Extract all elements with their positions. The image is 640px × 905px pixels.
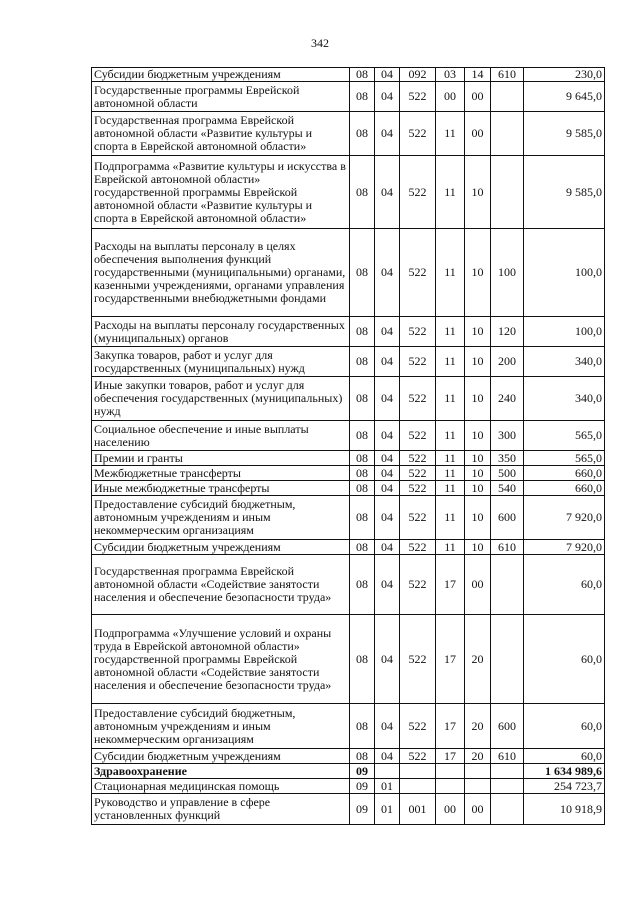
row-name: Предоставление субсидий бюджетным, автономным учреждениям и иным некоммерческим организациям: [92, 704, 350, 749]
target-article-code-3: 10: [465, 347, 491, 377]
target-article-code-3: 00: [465, 112, 491, 156]
target-article-code-3: 10: [465, 317, 491, 347]
target-article-code-2: 11: [436, 540, 465, 555]
amount: 340,0: [524, 347, 605, 377]
table-row: [92, 540, 605, 555]
table-row: [92, 156, 605, 229]
target-article-code-3: 10: [465, 481, 491, 496]
target-article-code-2: 17: [436, 704, 465, 749]
table-row: [92, 764, 605, 779]
target-article-code-2: 11: [436, 496, 465, 540]
table-row: [92, 555, 605, 615]
amount: 565,0: [524, 421, 605, 451]
target-article-code-3: 00: [465, 82, 491, 112]
target-article-code-3: 10: [465, 540, 491, 555]
amount: 254 723,7: [524, 779, 605, 794]
subsection-code: 04: [375, 615, 400, 704]
expense-type-code: [491, 555, 524, 615]
section-code: 08: [350, 229, 375, 317]
row-name: Субсидии бюджетным учреждениям: [92, 540, 350, 555]
expense-type-code: 610: [491, 68, 524, 82]
expense-type-code: 540: [491, 481, 524, 496]
target-article-code-3: 00: [465, 794, 491, 825]
row-name: Государственная программа Еврейской автономной области «Развитие культуры и спорта в Еврейской автономной области»: [92, 112, 350, 156]
section-code: 08: [350, 481, 375, 496]
target-article-code-3: 20: [465, 615, 491, 704]
table-row: [92, 704, 605, 749]
subsection-code: 04: [375, 347, 400, 377]
section-code: 08: [350, 112, 375, 156]
section-code: 08: [350, 749, 375, 764]
target-article-code-2: 11: [436, 317, 465, 347]
subsection-code: 04: [375, 229, 400, 317]
table-row: [92, 421, 605, 451]
target-article-code-2: 11: [436, 156, 465, 229]
section-code: 08: [350, 615, 375, 704]
row-name: Расходы на выплаты персоналу государственных (муниципальных) органов: [92, 317, 350, 347]
expense-type-code: 120: [491, 317, 524, 347]
amount: 10 918,9: [524, 794, 605, 825]
row-name: Субсидии бюджетным учреждениям: [92, 749, 350, 764]
expense-type-code: 600: [491, 704, 524, 749]
target-article-code-2: 17: [436, 555, 465, 615]
section-code: 08: [350, 540, 375, 555]
section-code: 08: [350, 68, 375, 82]
section-code: 08: [350, 466, 375, 481]
amount: 9 585,0: [524, 156, 605, 229]
amount: 60,0: [524, 555, 605, 615]
subsection-code: 04: [375, 451, 400, 466]
table-row: [92, 112, 605, 156]
target-article-code-3: 10: [465, 466, 491, 481]
subsection-code: 04: [375, 481, 400, 496]
table-row: [92, 466, 605, 481]
target-article-code-2: 11: [436, 451, 465, 466]
amount: 60,0: [524, 704, 605, 749]
target-article-code-3: 00: [465, 555, 491, 615]
subsection-code: 04: [375, 704, 400, 749]
expense-type-code: [491, 82, 524, 112]
row-name: Социальное обеспечение и иные выплаты населению: [92, 421, 350, 451]
table-row: [92, 317, 605, 347]
target-article-code-3: [465, 779, 491, 794]
target-article-code-1: 522: [400, 496, 436, 540]
table-row: [92, 615, 605, 704]
section-code: 09: [350, 764, 375, 779]
section-code: 08: [350, 347, 375, 377]
expense-type-code: 100: [491, 229, 524, 317]
row-name: Межбюджетные трансферты: [92, 466, 350, 481]
target-article-code-2: 11: [436, 112, 465, 156]
row-name: Иные закупки товаров, работ и услуг для обеспечения государственных (муниципальных) нужд: [92, 377, 350, 421]
target-article-code-2: 17: [436, 615, 465, 704]
subsection-code: 04: [375, 466, 400, 481]
table-row: [92, 749, 605, 764]
target-article-code-3: 10: [465, 229, 491, 317]
target-article-code-2: 11: [436, 377, 465, 421]
table-row: [92, 82, 605, 112]
target-article-code-1: 522: [400, 555, 436, 615]
subsection-code: 04: [375, 82, 400, 112]
row-name: Подпрограмма «Развитие культуры и искусства в Еврейской автономной области» государственной программы Еврейской автономной области «Развитие культуры и спорта в Еврейской автономной области»: [92, 156, 350, 229]
amount: 9 585,0: [524, 112, 605, 156]
row-name: Закупка товаров, работ и услуг для государственных (муниципальных) нужд: [92, 347, 350, 377]
section-code: 08: [350, 156, 375, 229]
target-article-code-1: 092: [400, 68, 436, 82]
row-name: Стационарная медицинская помощь: [92, 779, 350, 794]
table-row: [92, 451, 605, 466]
target-article-code-2: 00: [436, 794, 465, 825]
target-article-code-2: 11: [436, 421, 465, 451]
target-article-code-1: 522: [400, 704, 436, 749]
target-article-code-1: 522: [400, 112, 436, 156]
target-article-code-1: 522: [400, 451, 436, 466]
expense-type-code: 610: [491, 749, 524, 764]
subsection-code: 04: [375, 377, 400, 421]
row-name: Государственная программа Еврейской автономной области «Содействие занятости населения и обеспечение безопасности труда»: [92, 555, 350, 615]
target-article-code-3: [465, 764, 491, 779]
expense-type-code: 610: [491, 540, 524, 555]
target-article-code-2: 11: [436, 481, 465, 496]
target-article-code-1: 522: [400, 615, 436, 704]
amount: 7 920,0: [524, 496, 605, 540]
expense-type-code: [491, 779, 524, 794]
section-code: 08: [350, 704, 375, 749]
section-code: 09: [350, 794, 375, 825]
table-row: [92, 347, 605, 377]
amount: 340,0: [524, 377, 605, 421]
amount: 230,0: [524, 68, 605, 82]
table-row: [92, 794, 605, 825]
section-code: 08: [350, 555, 375, 615]
expense-type-code: 350: [491, 451, 524, 466]
subsection-code: 04: [375, 749, 400, 764]
table-row: [92, 481, 605, 496]
target-article-code-1: 522: [400, 229, 436, 317]
amount: 660,0: [524, 481, 605, 496]
amount: 565,0: [524, 451, 605, 466]
subsection-code: 04: [375, 156, 400, 229]
target-article-code-1: 522: [400, 317, 436, 347]
amount: 100,0: [524, 317, 605, 347]
amount: 9 645,0: [524, 82, 605, 112]
target-article-code-3: 10: [465, 156, 491, 229]
expense-type-code: [491, 764, 524, 779]
target-article-code-1: 522: [400, 749, 436, 764]
table-row: [92, 496, 605, 540]
row-name: Расходы на выплаты персоналу в целях обеспечения выполнения функций государственными (муниципальными) органами, казенными учреждениями, органами управления государственными внебюджетными фондами: [92, 229, 350, 317]
target-article-code-1: 522: [400, 377, 436, 421]
target-article-code-2: 11: [436, 229, 465, 317]
target-article-code-1: 522: [400, 466, 436, 481]
section-code: 08: [350, 377, 375, 421]
subsection-code: 04: [375, 496, 400, 540]
row-name: Здравоохранение: [92, 764, 350, 779]
target-article-code-3: 14: [465, 68, 491, 82]
target-article-code-3: 10: [465, 451, 491, 466]
table-row: [92, 68, 605, 82]
target-article-code-2: [436, 764, 465, 779]
expense-type-code: [491, 794, 524, 825]
expense-type-code: 300: [491, 421, 524, 451]
amount: 60,0: [524, 615, 605, 704]
row-name: Подпрограмма «Улучшение условий и охраны труда в Еврейской автономной области» государственной программы Еврейской автономной области «Содействие занятости населения и обеспечение безопасности труда»: [92, 615, 350, 704]
budget-table: [91, 67, 605, 825]
target-article-code-3: 20: [465, 749, 491, 764]
subsection-code: 04: [375, 68, 400, 82]
expense-type-code: [491, 156, 524, 229]
target-article-code-2: 03: [436, 68, 465, 82]
amount: 1 634 989,6: [524, 764, 605, 779]
subsection-code: 01: [375, 779, 400, 794]
target-article-code-1: 001: [400, 794, 436, 825]
target-article-code-1: 522: [400, 156, 436, 229]
subsection-code: 04: [375, 317, 400, 347]
target-article-code-3: 10: [465, 421, 491, 451]
expense-type-code: 240: [491, 377, 524, 421]
target-article-code-2: 00: [436, 82, 465, 112]
target-article-code-2: 17: [436, 749, 465, 764]
section-code: 08: [350, 496, 375, 540]
expense-type-code: [491, 112, 524, 156]
expense-type-code: 500: [491, 466, 524, 481]
expense-type-code: 600: [491, 496, 524, 540]
amount: 60,0: [524, 749, 605, 764]
row-name: Государственные программы Еврейской автономной области: [92, 82, 350, 112]
target-article-code-1: [400, 779, 436, 794]
table-row: [92, 377, 605, 421]
subsection-code: 01: [375, 794, 400, 825]
section-code: 08: [350, 451, 375, 466]
page-number: 342: [311, 36, 329, 50]
subsection-code: 04: [375, 555, 400, 615]
target-article-code-3: 20: [465, 704, 491, 749]
section-code: 08: [350, 82, 375, 112]
table-row: [92, 229, 605, 317]
target-article-code-3: 10: [465, 496, 491, 540]
subsection-code: [375, 764, 400, 779]
subsection-code: 04: [375, 540, 400, 555]
table-row: [92, 779, 605, 794]
target-article-code-2: 11: [436, 347, 465, 377]
target-article-code-1: 522: [400, 421, 436, 451]
target-article-code-1: 522: [400, 347, 436, 377]
row-name: Руководство и управление в сфере установленных функций: [92, 794, 350, 825]
subsection-code: 04: [375, 421, 400, 451]
amount: 660,0: [524, 466, 605, 481]
row-name: Иные межбюджетные трансферты: [92, 481, 350, 496]
target-article-code-1: 522: [400, 540, 436, 555]
row-name: Субсидии бюджетным учреждениям: [92, 68, 350, 82]
section-code: 08: [350, 421, 375, 451]
amount: 100,0: [524, 229, 605, 317]
row-name: Предоставление субсидий бюджетным, автономным учреждениям и иным некоммерческим организациям: [92, 496, 350, 540]
expense-type-code: [491, 615, 524, 704]
target-article-code-2: 11: [436, 466, 465, 481]
row-name: Премии и гранты: [92, 451, 350, 466]
expense-type-code: 200: [491, 347, 524, 377]
target-article-code-1: 522: [400, 481, 436, 496]
target-article-code-1: 522: [400, 82, 436, 112]
target-article-code-2: [436, 779, 465, 794]
section-code: 09: [350, 779, 375, 794]
target-article-code-3: 10: [465, 377, 491, 421]
amount: 7 920,0: [524, 540, 605, 555]
target-article-code-1: [400, 764, 436, 779]
section-code: 08: [350, 317, 375, 347]
subsection-code: 04: [375, 112, 400, 156]
